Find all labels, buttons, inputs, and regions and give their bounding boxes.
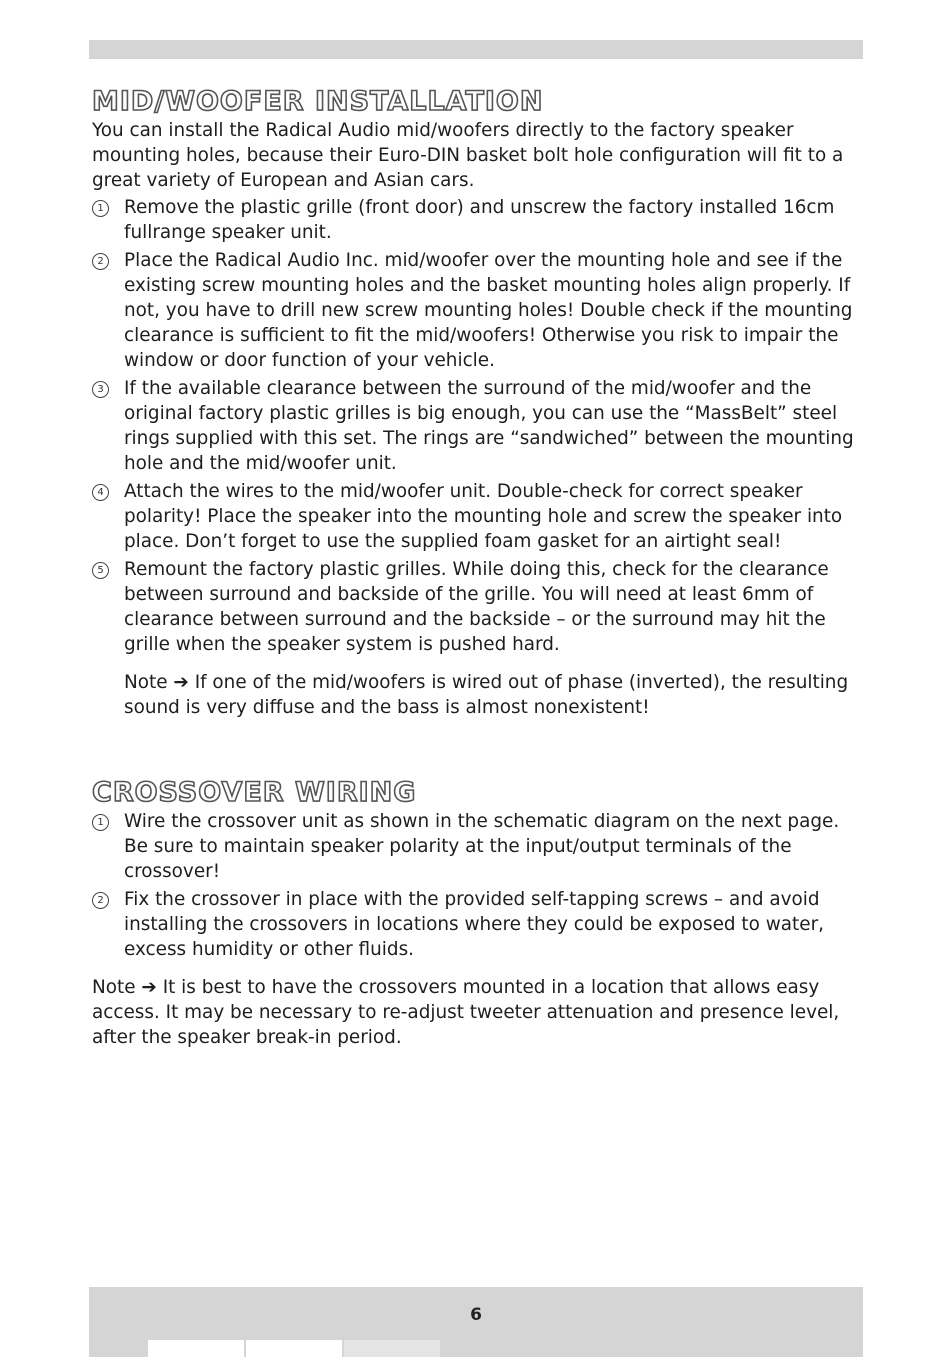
step-number-badge: 5 (92, 562, 109, 579)
note-label: Note (124, 672, 168, 693)
crossover-note (92, 975, 867, 1050)
footer-tab (246, 1340, 342, 1357)
step-number-badge: 1 (92, 200, 109, 217)
section-title-crossover-wiring: CROSSOVER WIRING (92, 777, 417, 808)
step-text: Place the Radical Audio Inc. mid/woofer over the mounting hole and see if the existing screw mounting holes and the basket mounting holes align properly. If not, you have to drill new screw mounting holes! Double check if the mounting clearance is sufficient to fit the mid/woofers! Otherwise you risk to impair the window or door function of your vehicle. (124, 250, 853, 371)
step-text: Remount the factory plastic grilles. While doing this, check for the clearance between surround and backside of the grille. You will need at least 6mm of clearance between surround and the backside – or the surround may hit the grille when the speaker system is pushed hard. (124, 559, 829, 655)
step-text: Remove the plastic grille (front door) and unscrew the factory installed 16cm fullrange speaker unit. (124, 197, 835, 243)
note-text: It is best to have the crossovers mounted in a location that allows easy access. It may be necessary to re-adjust tweeter attenuation and presence level, after the speaker break-in period. (92, 977, 840, 1048)
footer-bar (89, 1287, 863, 1357)
arrow-right-icon: ➔ (141, 977, 157, 998)
installation-steps-list (92, 195, 867, 657)
list-item (92, 557, 867, 657)
list-item (92, 887, 867, 962)
note-text: If one of the mid/woofers is wired out of phase (inverted), the resulting sound is very diffuse and the bass is almost nonexistent! (124, 672, 849, 718)
note-label: Note (92, 977, 136, 998)
list-item (92, 248, 867, 373)
step-number-badge: 4 (92, 484, 109, 501)
list-item (92, 195, 867, 245)
step-number-badge: 2 (92, 253, 109, 270)
footer-tab (148, 1340, 244, 1357)
step-text: Wire the crossover unit as shown in the schematic diagram on the next page. Be sure to maintain speaker polarity at the input/output terminals of the crossover! (124, 811, 840, 882)
crossover-steps-list (92, 809, 867, 962)
phase-note (92, 670, 867, 720)
section-title-mid-woofer-installation: MID/WOOFER INSTALLATION (92, 86, 544, 117)
step-text: Fix the crossover in place with the provided self-tapping screws – and avoid installing the crossovers in locations where they could be exposed to water, excess humidity or other fluids. (124, 889, 824, 960)
step-number-badge: 2 (92, 892, 109, 909)
list-item (92, 809, 867, 884)
list-item (92, 376, 867, 476)
intro-paragraph: You can install the Radical Audio mid/woofers directly to the factory speaker mounting holes, because their Euro-DIN basket bolt hole configuration will fit to a great variety of European and Asian cars. (92, 120, 844, 191)
step-number-badge: 3 (92, 381, 109, 398)
step-number-badge: 1 (92, 814, 109, 831)
page-content (92, 84, 867, 1050)
step-text: If the available clearance between the surround of the mid/woofer and the original factory plastic grilles is big enough, you can use the “MassBelt” steel rings supplied with this set. The rings are “sandwiched” between the mounting hole and the mid/woofer unit. (124, 378, 854, 474)
list-item (92, 479, 867, 554)
footer-tab (344, 1340, 440, 1357)
header-bar (89, 40, 863, 59)
page-number: 6 (470, 1305, 482, 1325)
step-text: Attach the wires to the mid/woofer unit. Double-check for correct speaker polarity! Place the speaker into the mounting hole and screw the speaker into place. Don’t forget to use the supplied foam gasket for an airtight seal! (124, 481, 843, 552)
arrow-right-icon: ➔ (173, 672, 189, 693)
